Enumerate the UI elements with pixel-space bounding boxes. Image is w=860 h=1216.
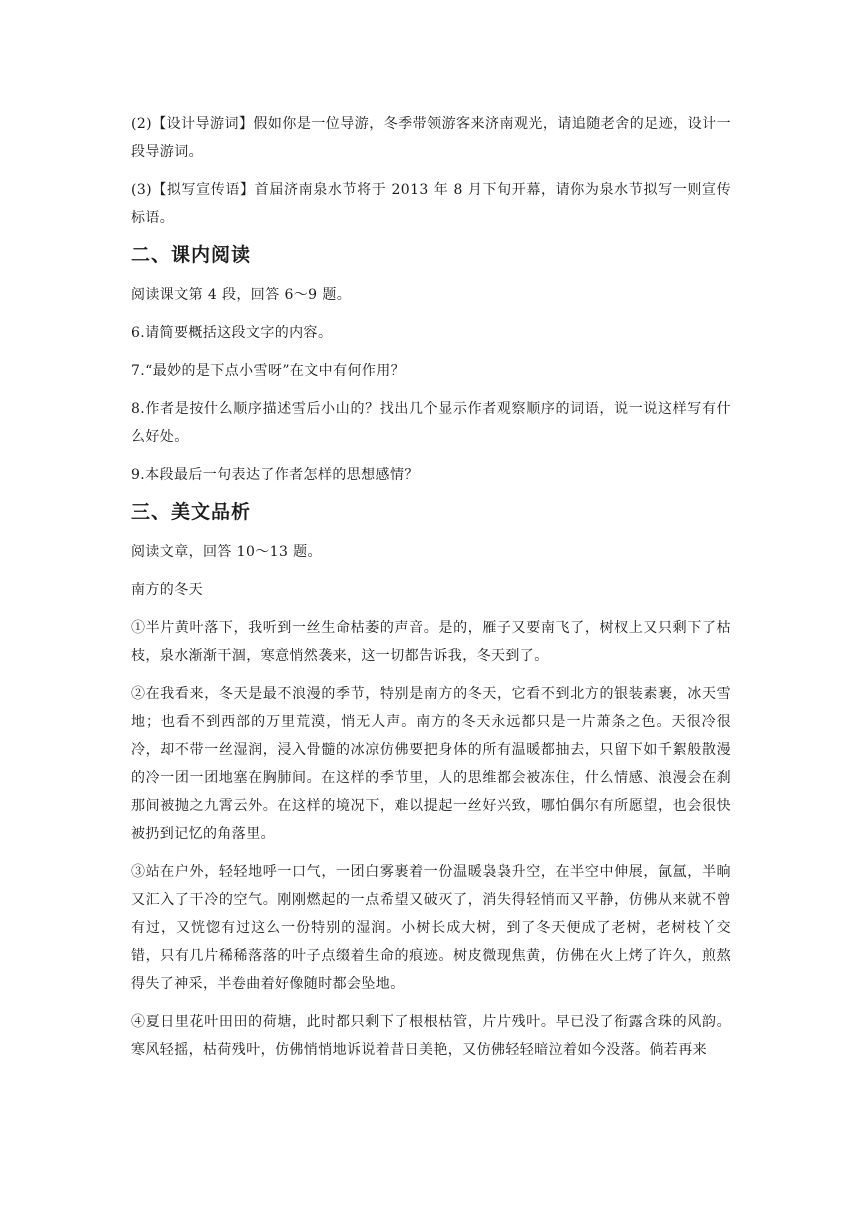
- section-3-heading: 三、美文品析: [131, 501, 252, 523]
- question-2: (2)【设计导游词】假如你是一位导游，冬季带领游客来济南观光，请追随老舍的足迹，设计一段导游词。: [131, 116, 731, 160]
- question-8: 8.作者是按什么顺序描述雪后小山的？找出几个显示作者观察顺序的词语，说一说这样写有什么好处。: [131, 401, 731, 445]
- article-title: 南方的冬天: [131, 582, 203, 598]
- question-6: 6.请简要概括这段文字的内容。: [131, 325, 333, 341]
- question-9: 9.本段最后一句表达了作者怎样的思想感情？: [131, 467, 419, 483]
- question-3: (3)【拟写宣传语】首届济南泉水节将于 2013 年 8 月下旬开幕，请你为泉水节拟写一则宣传标语。: [131, 182, 731, 226]
- article-paragraph-1: ①半片黄叶落下，我听到一丝生命枯萎的声音。是的，雁子又要南飞了，树杈上又只剩下了枯枝，泉水渐渐干涸，寒意悄然袭来，这一切都告诉我，冬天到了。: [131, 620, 731, 664]
- article-paragraph-3: ③站在户外，轻轻地呼一口气，一团白雾裹着一份温暖袅袅升空，在半空中伸展，氤氲，半晌又汇入了干冷的空气。刚刚燃起的一点希望又破灭了，消失得轻悄而又平静，仿佛从来就不曾有过，又恍惚有过这么一份特别的湿润。小树长成大树，到了冬天便成了老树，老树枝丫交错，只有几片稀稀落落的叶子点缀着生命的痕迹。树皮微现焦黄，仿佛在火上烤了许久，煎熬得失了神采，半卷曲着好像随时都会坠地。: [131, 864, 731, 992]
- article-paragraph-4: ④夏日里花叶田田的荷塘，此时都只剩下了根根枯管，片片残叶。早已没了衔露含珠的风韵。寒风轻摇，枯荷残叶，仿佛悄悄地诉说着昔日美艳，又仿佛轻轻暗泣着如今没落。倘若再来: [131, 1014, 731, 1058]
- section-2-heading: 二、课内阅读: [131, 244, 252, 266]
- article-paragraph-2: ②在我看来，冬天是最不浪漫的季节，特别是南方的冬天，它看不到北方的银装素裹，冰天雪地；也看不到西部的万里荒漠，悄无人声。南方的冬天永远都只是一片萧条之色。天很冷很冷，却不带一丝湿润，浸入骨髓的冰凉仿佛要把身体的所有温暖都抽去，只留下如千絮般散漫的冷一团一团地塞在胸肺间。在这样的季节里，人的思维都会被冻住，什么情感、浪漫会在刹那间被抛之九霄云外。在这样的境况下，难以提起一丝好兴致，哪怕偶尔有所愿望，也会很快被扔到记忆的角落里。: [131, 686, 731, 842]
- question-7: 7.“最妙的是下点小雪呀”在文中有何作用？: [131, 363, 406, 379]
- section-3-intro: 阅读文章，回答 10～13 题。: [131, 544, 322, 560]
- section-2-intro: 阅读课文第 4 段，回答 6～9 题。: [131, 287, 352, 303]
- document-body: [131, 110, 731, 1074]
